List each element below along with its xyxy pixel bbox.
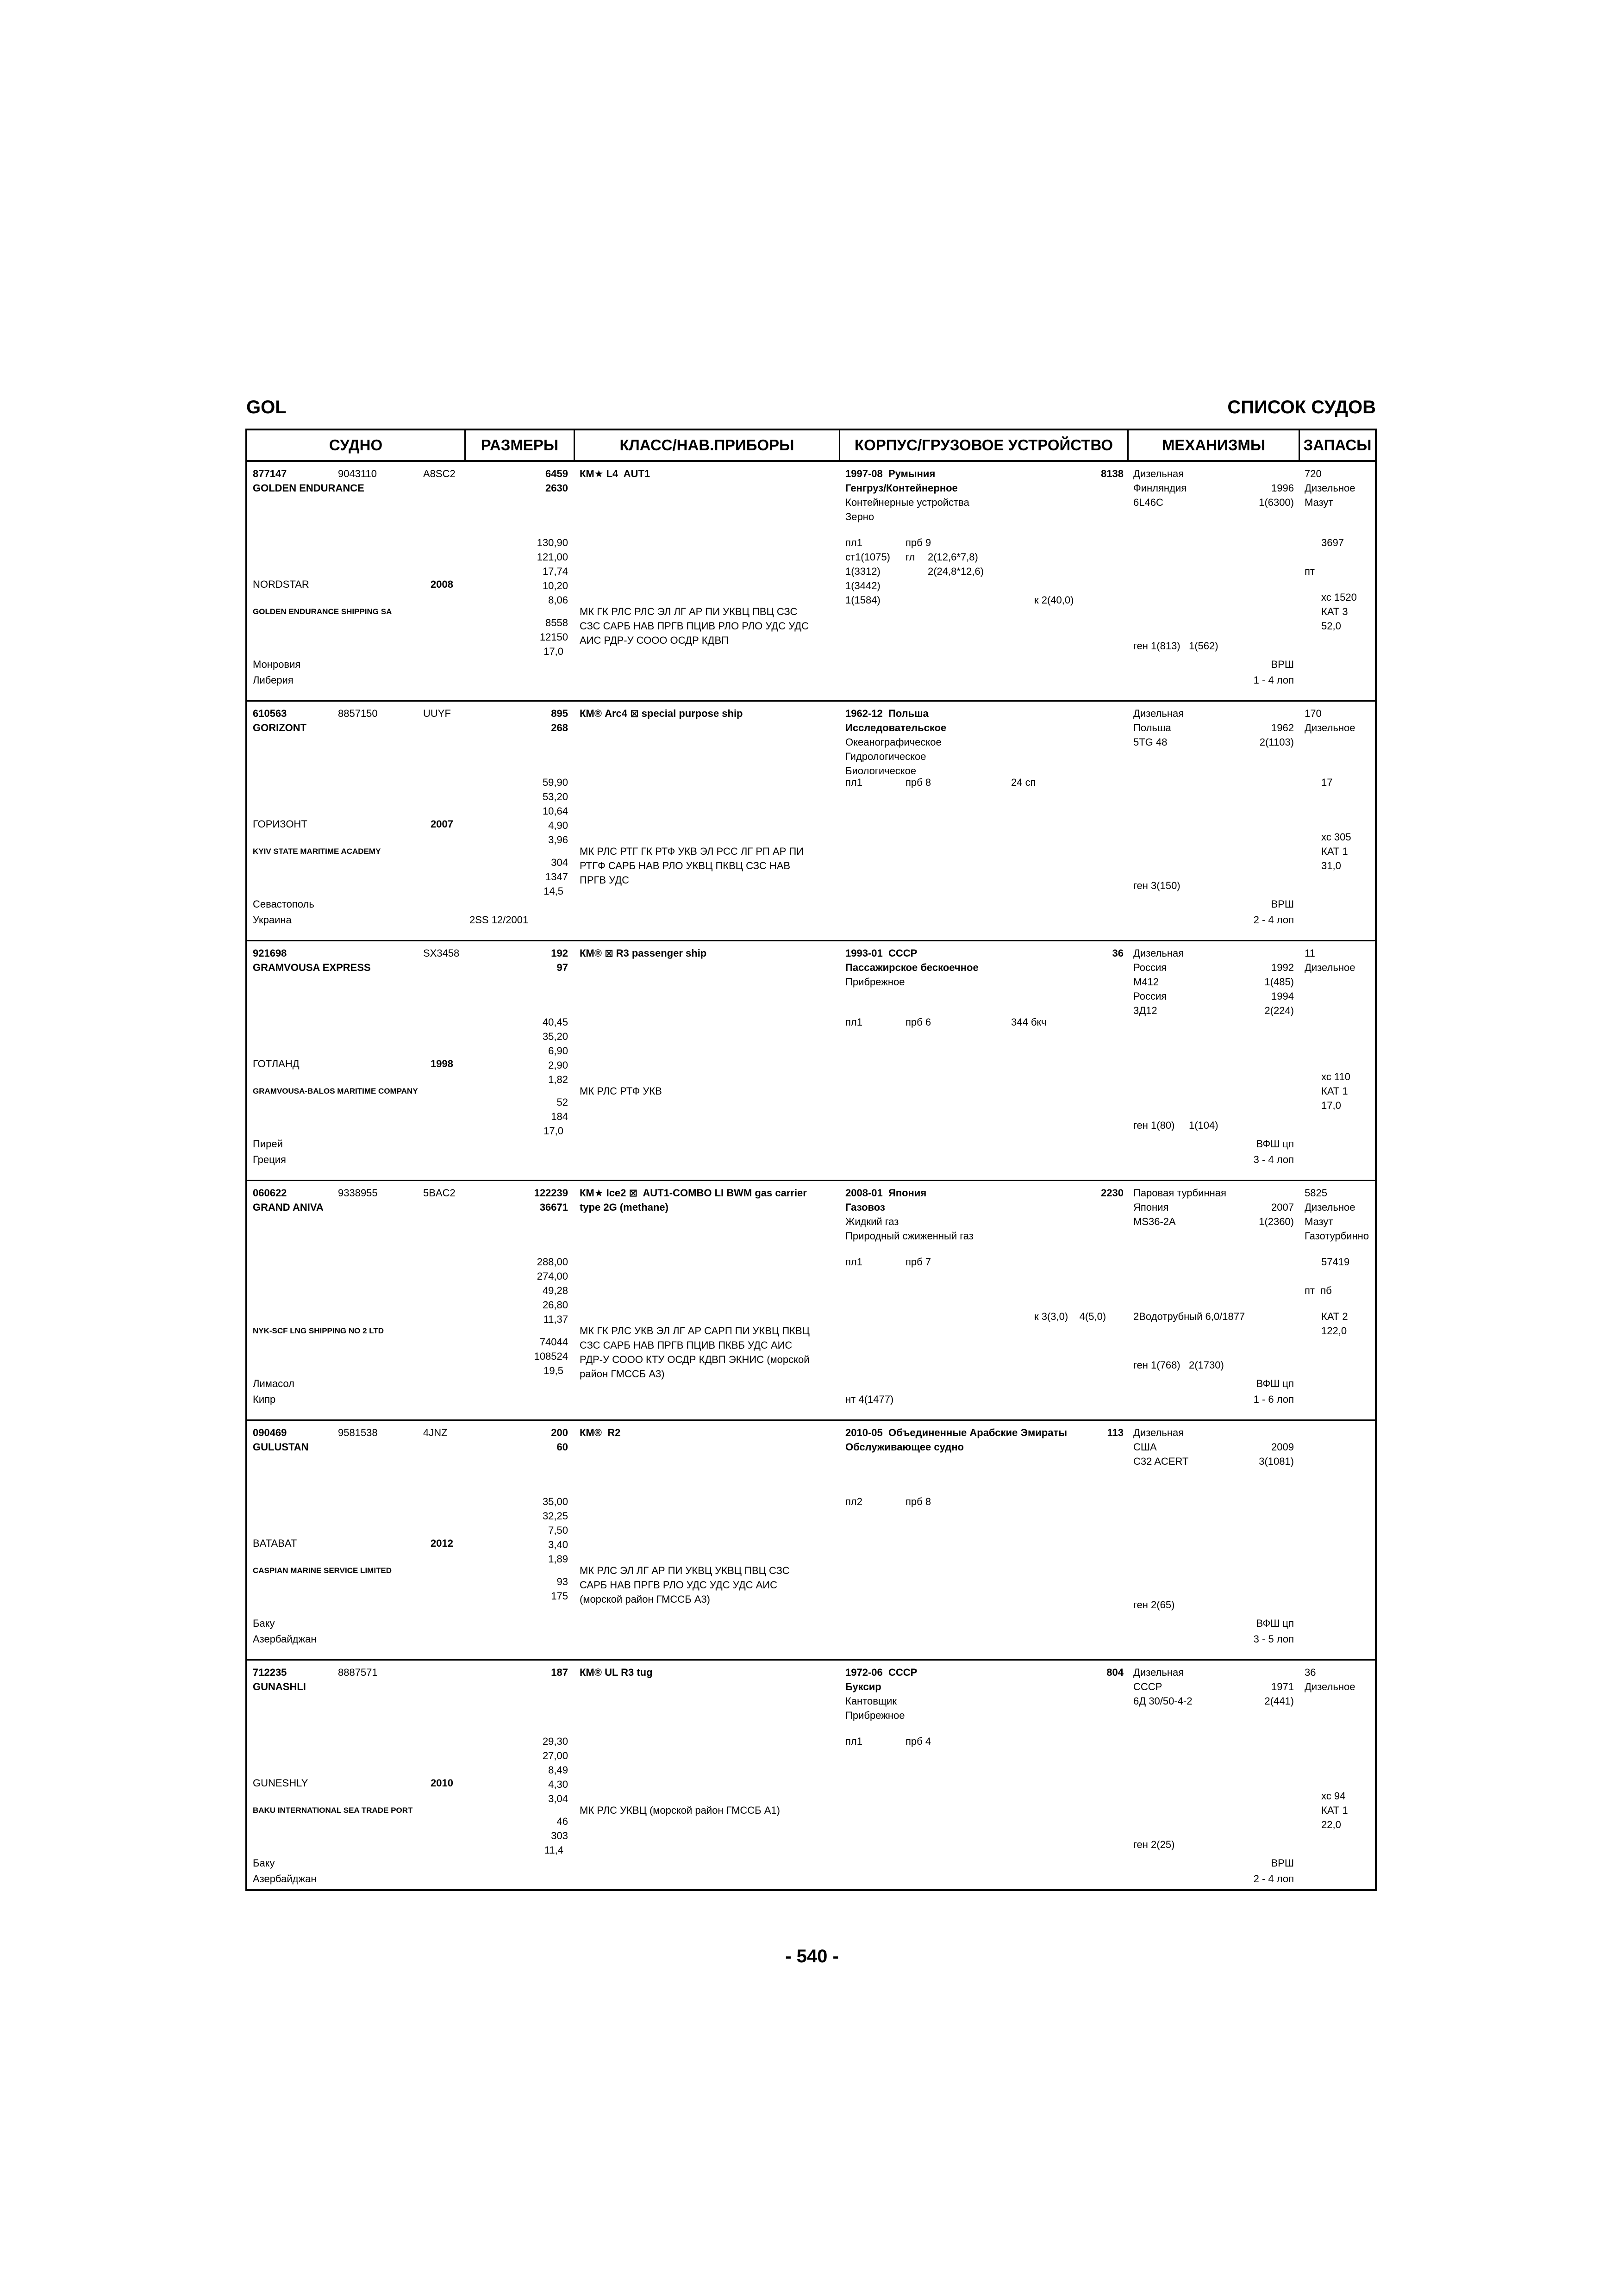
yard-number: 2230 (1101, 1187, 1124, 1199)
dimension-value: 29,30 (542, 1735, 568, 1747)
deadweight-value: 12150 (539, 631, 568, 643)
dimension-value: 1,89 (548, 1553, 568, 1565)
generators: ген 2(25) (1133, 1839, 1175, 1850)
build-info: 1962-12 Польша (845, 708, 929, 719)
home-port: Пирей (253, 1138, 283, 1150)
net-tonnage: 60 (556, 1441, 568, 1453)
flag: Украина (253, 914, 292, 926)
gross-tonnage: 122239 (534, 1187, 568, 1199)
engine-detail: 3(1081) (1259, 1456, 1294, 1467)
engine-info: Россия (1133, 962, 1167, 973)
stores-info: 720 (1305, 468, 1322, 479)
reg-number: 610563 (253, 708, 287, 719)
gross-tonnage: 200 (551, 1427, 568, 1438)
stores-info: Дизельное (1305, 722, 1355, 734)
stores-capacity: 57419 (1321, 1256, 1350, 1268)
deadweight-value: 19,5 (543, 1365, 563, 1377)
gross-tonnage: 192 (551, 947, 568, 959)
net-tonnage: 97 (556, 962, 568, 973)
reg-number: 060622 (253, 1187, 287, 1199)
stores-capacity: 3697 (1321, 536, 1344, 548)
hull-type: Гидрологическое (845, 751, 926, 762)
home-port: Севастополь (253, 898, 314, 910)
call-sign: SX3458 (423, 947, 460, 959)
build-info: 1972-06 СССР (845, 1667, 918, 1678)
stores-category: хс 110 (1321, 1070, 1350, 1083)
dimension-value: 10,64 (542, 805, 568, 817)
engine-info: СССР (1133, 1681, 1162, 1692)
dimension-value: 35,00 (542, 1495, 568, 1507)
class-notation: КМ★ Ice2 ⊠ AUT1-COMBO LI BWM gas carrier (580, 1187, 807, 1199)
deadweight-value: 8558 (545, 617, 568, 629)
stores-info: Дизельное (1305, 482, 1355, 494)
hull-type: Исследовательское (845, 722, 947, 734)
gross-tonnage: 187 (551, 1667, 568, 1678)
hull-bottom: нт 4(1477) (845, 1394, 894, 1406)
dimension-value: 17,74 (542, 565, 568, 577)
nav-equipment: МК ГК РЛС УКВ ЭЛ ЛГ АР САРП ПИ УКВЦ ПКВЦ (580, 1325, 810, 1337)
deadweight-value: 14,5 (543, 885, 563, 897)
hull-crane: к 2(40,0) (1034, 594, 1074, 606)
hull-bulkhead: прб 6 (906, 1016, 931, 1028)
engine-info: 6L46C (1133, 497, 1163, 508)
engine-info: 5TG 48 (1133, 736, 1168, 748)
hull-type: Прибрежное (845, 1710, 905, 1721)
hull-type: Буксир (845, 1681, 881, 1692)
engine-info: Япония (1133, 1201, 1169, 1213)
propeller: ВФШ цп (1256, 1618, 1294, 1630)
engine-detail: 1(2360) (1259, 1216, 1294, 1227)
engine-detail: 1971 (1271, 1681, 1294, 1692)
stores-category: 17,0 (1321, 1099, 1341, 1111)
hull-bulkhead: прб 9 (906, 536, 931, 548)
generators: ген 1(80) 1(104) (1133, 1120, 1218, 1131)
stores-category: КАТ 1 (1321, 1804, 1348, 1816)
owner: BAKU INTERNATIONAL SEA TRADE PORT (253, 1805, 413, 1815)
stores-category: 22,0 (1321, 1818, 1341, 1830)
col-stores: ЗАПАСЫ (1303, 436, 1372, 454)
build-info: 1993-01 СССР (845, 947, 918, 959)
deadweight-value: 108524 (534, 1350, 568, 1363)
stores-capacity: пт (1305, 565, 1315, 577)
net-tonnage: 2630 (545, 482, 568, 494)
generators: ген 2(65) (1133, 1599, 1175, 1611)
gross-tonnage: 895 (551, 708, 568, 719)
deadweight-value: 175 (551, 1590, 568, 1602)
propeller: ВРШ (1271, 898, 1294, 910)
nav-equipment: район ГМССБ А3) (580, 1368, 665, 1380)
class-notation: КМ® Arc4 ⊠ special purpose ship (580, 708, 743, 719)
engine-info: M412 (1133, 976, 1159, 988)
dimension-value: 8,49 (548, 1764, 568, 1776)
imo-number: 9043110 (338, 468, 377, 479)
hull-type: Природный сжиженный газ (845, 1230, 974, 1242)
yard-number: 804 (1106, 1667, 1124, 1678)
dimension-value: 288,00 (537, 1256, 568, 1268)
engine-detail: 2009 (1271, 1441, 1294, 1453)
hull-deck: пл1 (845, 536, 862, 548)
call-sign: 4JNZ (423, 1427, 448, 1438)
propeller: ВРШ (1271, 1857, 1294, 1869)
dimension-value: 26,80 (542, 1299, 568, 1311)
nav-equipment: РТГФ САРБ НАВ РЛО УКВЦ ПКВЦ СЗС НАВ (580, 859, 791, 871)
stores-category: хс 94 (1321, 1790, 1346, 1802)
reg-number: 712235 (253, 1667, 287, 1678)
page-number: - 540 - (785, 1946, 839, 1966)
hull-hatch: 2(12,6*7,8) (928, 551, 978, 563)
dimension-value: 274,00 (537, 1270, 568, 1282)
engine-info: MS36-2A (1133, 1216, 1176, 1227)
ship-name: GOLDEN ENDURANCE (253, 482, 364, 494)
build-year: 1998 (431, 1058, 453, 1070)
stores-category: 52,0 (1321, 620, 1341, 632)
nav-equipment: ПРГВ УДС (580, 874, 629, 886)
dimension-value: 59,90 (542, 776, 568, 788)
engine-detail: 1992 (1271, 962, 1294, 973)
nav-equipment: МК РЛС РТФ УКВ (580, 1085, 662, 1097)
stores-category: КАТ 1 (1321, 845, 1348, 857)
dimension-value: 6,90 (548, 1045, 568, 1057)
stores-category: КАТ 2 (1321, 1310, 1348, 1322)
nav-equipment: СЗС САРБ НАВ ПРГВ ПЦИВ ПКВБ УДС АИС (580, 1339, 793, 1351)
build-info: 1997-08 Румыния (845, 468, 936, 479)
dimension-value: 3,40 (548, 1538, 568, 1550)
col-class: КЛАСС/НАВ.ПРИБОРЫ (619, 436, 794, 454)
class-notation: КМ® ⊠ R3 passenger ship (580, 947, 707, 959)
hull-deck: пл1 (845, 1256, 862, 1268)
yard-number: 36 (1112, 947, 1124, 959)
class-notation: КМ★ L4 AUT1 (580, 468, 650, 479)
hull-deck: ст1(1075) (845, 551, 890, 563)
propeller-blades: 2 - 4 лоп (1253, 914, 1294, 926)
ship-name: GUNASHLI (253, 1681, 306, 1692)
nav-equipment: МК РЛС УКВЦ (морской район ГМССБ А1) (580, 1804, 780, 1816)
home-port: Монровия (253, 659, 301, 671)
yard-number: 8138 (1101, 468, 1124, 479)
stores-info: Дизельное (1305, 1681, 1355, 1692)
engine-info: 6Д 30/50-4-2 (1133, 1695, 1193, 1707)
deadweight-value: 17,0 (543, 1125, 563, 1137)
former-name: ГОРИЗОНТ (253, 818, 307, 830)
dimension-value: 3,04 (548, 1792, 568, 1804)
stores-category: КАТ 1 (1321, 1085, 1348, 1097)
dimension-value: 27,00 (542, 1749, 568, 1761)
dimension-value: 49,28 (542, 1284, 568, 1296)
hull-type: Контейнерные устройства (845, 497, 969, 508)
build-year: 2007 (431, 818, 453, 830)
propeller: ВФШ цп (1256, 1138, 1294, 1150)
propeller-blades: 3 - 4 лоп (1253, 1154, 1294, 1166)
deadweight-value: 46 (556, 1816, 568, 1828)
stores-capacity: пт пб (1305, 1284, 1332, 1296)
ship-name: GRAMVOUSA EXPRESS (253, 962, 371, 973)
former-name: BATABAT (253, 1537, 297, 1549)
nav-equipment: МК ГК РЛС РЛС ЭЛ ЛГ АР ПИ УКВЦ ПВЦ СЗС (580, 605, 798, 617)
nav-equipment: СЗС САРБ НАВ ПРГВ ПЦИВ РЛО РЛО УДС УДС (580, 620, 809, 632)
propeller-blades: 1 - 4 лоп (1253, 674, 1294, 686)
dimension-value: 130,90 (537, 536, 568, 548)
imo-number: 9338955 (338, 1187, 378, 1199)
engine-info: Дизельная (1133, 1427, 1184, 1438)
dimension-value: 32,25 (542, 1510, 568, 1522)
ship-list-table (245, 429, 1377, 1891)
stores-info: 170 (1305, 708, 1322, 719)
engine-info: Дизельная (1133, 708, 1184, 719)
deadweight-value: 304 (551, 857, 568, 869)
dimension-value: 3,96 (548, 834, 568, 846)
deadweight-value: 303 (551, 1830, 568, 1842)
dimension-value: 4,90 (548, 819, 568, 831)
deadweight-value: 184 (551, 1111, 568, 1123)
engine-info: Финляндия (1133, 482, 1187, 494)
yard-number: 113 (1107, 1427, 1124, 1438)
flag: Либерия (253, 674, 294, 686)
former-name: NORDSTAR (253, 578, 309, 590)
build-year: 2010 (431, 1777, 453, 1789)
engine-info: 3Д12 (1133, 1005, 1157, 1016)
class-notation: КМ® R2 (580, 1427, 621, 1438)
deadweight-value: 52 (556, 1096, 568, 1108)
build-info: 2010-05 Объединенные Арабские Эмираты (845, 1427, 1068, 1438)
reg-number: 877147 (253, 468, 287, 479)
build-year: 2012 (431, 1537, 453, 1549)
flag: Греция (253, 1154, 286, 1166)
hull-type: Биологическое (845, 765, 917, 777)
propeller-blades: 1 - 6 лоп (1253, 1394, 1294, 1406)
hull-deck: пл2 (845, 1495, 862, 1507)
engine-detail: 1962 (1271, 722, 1294, 734)
call-sign: A8SC2 (423, 468, 456, 479)
ship-record (247, 1421, 1375, 1661)
engine-detail: 1(6300) (1259, 497, 1294, 508)
generators: ген 1(813) 1(562) (1133, 640, 1218, 652)
ship-name: GORIZONT (253, 722, 307, 734)
reg-number: 921698 (253, 947, 287, 959)
engine-detail: 1(485) (1264, 976, 1294, 988)
stores-category: КАТ 3 (1321, 605, 1348, 617)
hull-deck: 1(1584) (845, 594, 881, 606)
flag: Азербайджан (253, 1873, 317, 1885)
stores-info: Дизельное (1305, 1201, 1355, 1213)
hull-type: Прибрежное (845, 976, 905, 988)
hull-bulkhead: прб 4 (906, 1735, 931, 1747)
dimension-value: 7,50 (548, 1524, 568, 1536)
engine-info: C32 ACERT (1133, 1456, 1189, 1467)
owner: GRAMVOUSA-BALOS MARITIME COMPANY (253, 1086, 418, 1095)
reg-number: 090469 (253, 1427, 287, 1438)
nav-equipment: (морской район ГМССБ А3) (580, 1593, 710, 1605)
col-machinery: МЕХАНИЗМЫ (1162, 436, 1266, 454)
class-note: 2SS 12/2001 (469, 914, 529, 926)
hull-type: Океанографическое (845, 736, 942, 748)
boiler-info: 2Водотрубный 6,0/1877 (1133, 1310, 1245, 1322)
dimension-value: 11,37 (543, 1313, 568, 1325)
hull-deck: 1(3442) (845, 579, 881, 591)
dimension-value: 35,20 (542, 1030, 568, 1042)
hull-deck: 1(3312) (845, 565, 881, 577)
imo-number: 8887571 (338, 1667, 378, 1678)
nav-equipment: МК РЛС ЭЛ ЛГ АР ПИ УКВЦ УКВЦ ПВЦ СЗС (580, 1564, 790, 1576)
hull-bulkhead: прб 8 (906, 776, 931, 788)
deadweight-value: 93 (556, 1576, 568, 1588)
hull-type: Обслуживающее судно (845, 1441, 964, 1453)
nav-equipment: РДР-У СООО КТУ ОСДР КДВП ЭКНИС (морской (580, 1353, 810, 1365)
col-ship: СУДНО (329, 436, 383, 454)
stores-info: 36 (1305, 1667, 1316, 1678)
engine-detail: 1996 (1271, 482, 1294, 494)
dimension-value: 40,45 (542, 1016, 568, 1028)
home-port: Баку (253, 1618, 275, 1630)
imo-number: 8857150 (338, 708, 378, 719)
stores-info: Мазут (1305, 1216, 1333, 1227)
hull-extra: 24 сп (1011, 776, 1036, 788)
hull-deck: пл1 (845, 1735, 862, 1747)
header-list-title: СПИСОК СУДОВ (1227, 397, 1376, 417)
engine-detail: 2(224) (1264, 1005, 1294, 1016)
hull-type: Пассажирское бескоечное (845, 962, 979, 973)
hull-type: Генгруз/Контейнерное (845, 482, 958, 494)
hull-type: Зерно (845, 511, 874, 523)
ship-record (247, 702, 1375, 941)
stores-capacity: 17 (1321, 776, 1333, 788)
owner: GOLDEN ENDURANCE SHIPPING SA (253, 607, 392, 616)
nav-equipment: САРБ НАВ ПРГВ РЛО УДС УДС УДС АИС (580, 1579, 777, 1591)
hull-deck: пл1 (845, 776, 862, 788)
call-sign: 5BAC2 (423, 1187, 456, 1199)
header-section-code: GOL (246, 397, 287, 417)
ship-record (247, 941, 1375, 1181)
hull-type: Кантовщик (845, 1695, 897, 1707)
owner: KYIV STATE MARITIME ACADEMY (253, 846, 381, 856)
stores-info: Дизельное (1305, 962, 1355, 973)
net-tonnage: 36671 (539, 1201, 568, 1213)
propeller-blades: 2 - 4 лоп (1253, 1873, 1294, 1885)
propeller: ВФШ цп (1256, 1378, 1294, 1390)
stores-info: 11 (1305, 947, 1315, 959)
stores-info: Мазут (1305, 497, 1333, 508)
ship-name: GRAND ANIVA (253, 1201, 324, 1213)
home-port: Лимасол (253, 1378, 294, 1390)
stores-info: Газотурбинно (1305, 1230, 1369, 1242)
build-info: 2008-01 Япония (845, 1187, 927, 1199)
engine-info: Дизельная (1133, 1667, 1184, 1678)
deadweight-value: 17,0 (543, 646, 563, 658)
engine-detail: 2007 (1271, 1201, 1294, 1213)
flag: Кипр (253, 1394, 276, 1406)
gross-tonnage: 6459 (545, 468, 568, 479)
generators: ген 1(768) 2(1730) (1133, 1359, 1224, 1371)
dimension-value: 2,90 (548, 1059, 568, 1071)
engine-info: США (1133, 1441, 1157, 1453)
hull-type: Газовоз (845, 1201, 885, 1213)
deadweight-value: 74044 (539, 1336, 568, 1348)
propeller-blades: 3 - 5 лоп (1253, 1633, 1294, 1645)
hull-extra: 344 бкч (1011, 1016, 1047, 1028)
class-notation: КМ® UL R3 tug (580, 1667, 653, 1678)
engine-info: Дизельная (1133, 468, 1184, 479)
net-tonnage: 268 (551, 722, 568, 734)
col-hull: КОРПУС/ГРУЗОВОЕ УСТРОЙСТВО (854, 436, 1113, 454)
ship-record (247, 462, 1375, 702)
hull-hatch: 2(24,8*12,6) (928, 565, 984, 577)
former-name: ГОТЛАНД (253, 1058, 300, 1070)
engine-info: Польша (1133, 722, 1171, 734)
owner: NYK-SCF LNG SHIPPING NO 2 LTD (253, 1326, 384, 1335)
col-dimensions: РАЗМЕРЫ (481, 436, 559, 454)
home-port: Баку (253, 1857, 275, 1869)
dimension-value: 121,00 (537, 551, 568, 563)
hull-bulkhead: прб 7 (906, 1256, 931, 1268)
generators: ген 3(150) (1133, 880, 1181, 891)
engine-info: Россия (1133, 990, 1167, 1002)
build-year: 2008 (431, 578, 453, 590)
hull-bulkhead: прб 8 (906, 1495, 931, 1507)
dimension-value: 4,30 (548, 1778, 568, 1790)
ship-record (247, 1661, 1375, 1900)
table-header (247, 430, 1375, 462)
class-notation-2: type 2G (methane) (580, 1201, 668, 1213)
propeller: ВРШ (1271, 659, 1294, 671)
ship-record (247, 1181, 1375, 1421)
imo-number: 9581538 (338, 1427, 378, 1438)
deadweight-value: 11,4 (544, 1844, 563, 1856)
flag: Азербайджан (253, 1633, 317, 1645)
stores-info: 5825 (1305, 1187, 1327, 1199)
deadweight-value: 1347 (545, 871, 568, 883)
ship-name: GULUSTAN (253, 1441, 309, 1453)
dimension-value: 10,20 (542, 579, 568, 591)
owner: CASPIAN MARINE SERVICE LIMITED (253, 1566, 392, 1575)
dimension-value: 8,06 (548, 594, 568, 606)
hull-bulkhead: гл (906, 551, 915, 563)
stores-category: 122,0 (1321, 1325, 1347, 1337)
dimension-value: 1,82 (548, 1073, 568, 1085)
hull-type: Жидкий газ (845, 1216, 899, 1227)
nav-equipment: МК РЛС РТГ ГК РТФ УКВ ЭЛ РСС ЛГ РП АР ПИ (580, 845, 804, 857)
engine-info: Дизельная (1133, 947, 1184, 959)
dimension-value: 53,20 (542, 790, 568, 803)
engine-detail: 2(1103) (1259, 736, 1294, 748)
nav-equipment: АИС РДР-У СООО ОСДР КДВП (580, 634, 729, 646)
hull-deck: пл1 (845, 1016, 862, 1028)
hull-crane: к 3(3,0) 4(5,0) (1034, 1310, 1106, 1322)
engine-detail: 1994 (1271, 990, 1294, 1002)
stores-category: 31,0 (1321, 859, 1341, 871)
engine-detail: 2(441) (1264, 1695, 1294, 1707)
former-name: GUNESHLY (253, 1777, 308, 1789)
call-sign: UUYF (423, 708, 451, 719)
stores-category: хс 305 (1321, 831, 1351, 843)
stores-category: хс 1520 (1321, 591, 1357, 603)
engine-info: Паровая турбинная (1133, 1187, 1226, 1199)
